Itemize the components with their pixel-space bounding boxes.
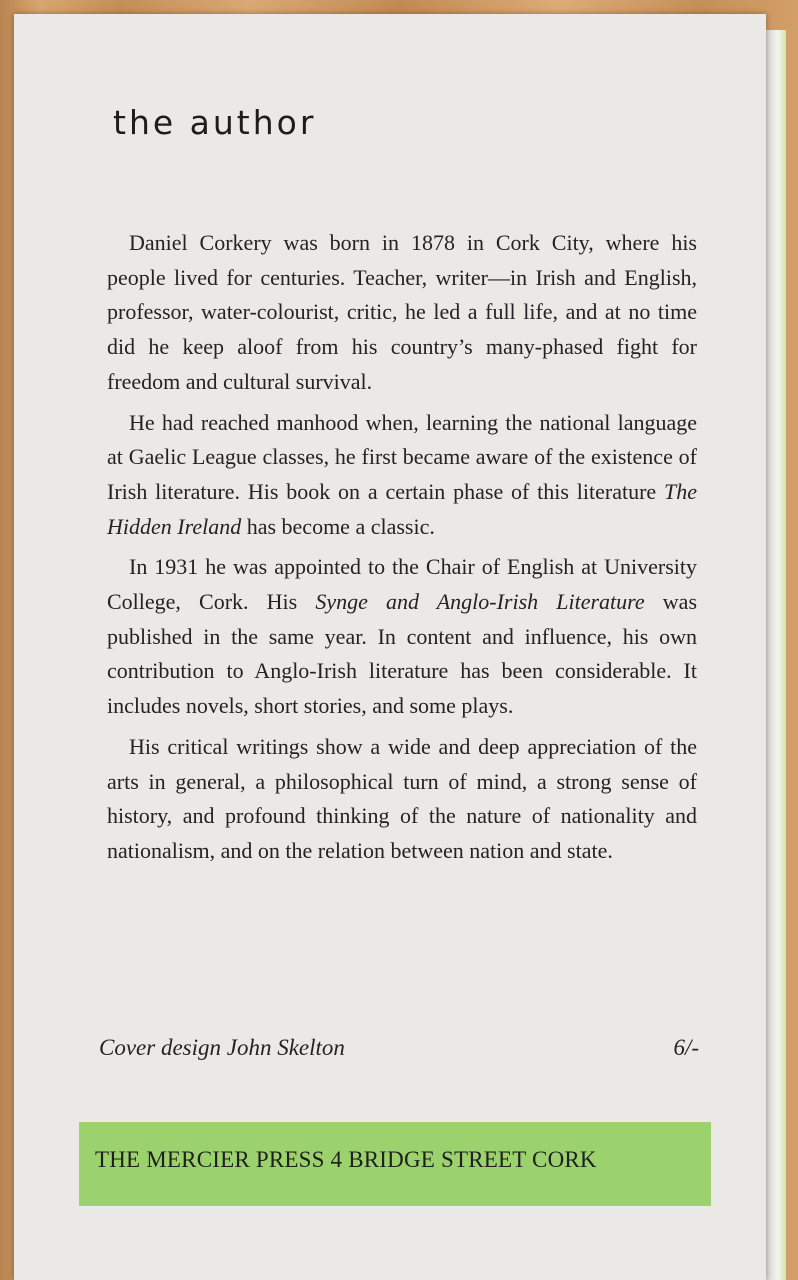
bio-paragraph-1: Daniel Corkery was born in 1878 in Cork City, where his people lived for centuries. Teacher, writer—in Irish and English, professor, water-colourist, critic, he led a full life, and at no time did he keep aloof from his country’s many-phased fight for freedom and cultural survival. bbox=[107, 230, 697, 394]
bio-text: In 1931 he was appointed to the Chair of English at University College, Cork. His bbox=[107, 554, 697, 615]
bio-paragraph-3 bbox=[107, 550, 697, 724]
publisher-banner bbox=[79, 1122, 711, 1206]
cover-credit-line bbox=[99, 1035, 699, 1061]
book-spine-edge bbox=[766, 30, 786, 1280]
bio-text: has become a classic. bbox=[241, 513, 435, 539]
author-biography bbox=[107, 226, 697, 875]
cover-design-credit: Cover design John Skelton bbox=[99, 1035, 345, 1060]
book-title: Synge and Anglo-Irish Literature bbox=[315, 589, 645, 615]
bio-text: He had reached manhood when, learning the national language at Gaelic League classes, he first became aware of the existence of Irish literature. His book on a certain phase of this literature bbox=[107, 409, 697, 504]
price-label: 6/- bbox=[673, 1035, 699, 1060]
bio-paragraph-4: His critical writings show a wide and deep appreciation of the arts in general, a philosophical turn of mind, a strong sense of history, and profound thinking of the nature of nationality and nationalism, and on the relation between nation and state. bbox=[107, 733, 697, 863]
bio-text: was published in the same year. In content and influence, his own contribution to Anglo-Irish literature has been considerable. It includes novels, short stories, and some plays. bbox=[107, 589, 697, 719]
section-heading: the author bbox=[113, 103, 317, 142]
publisher-address: THE MERCIER PRESS 4 BRIDGE STREET CORK bbox=[95, 1147, 597, 1172]
bio-paragraph-2 bbox=[107, 406, 697, 545]
book-title: The Hidden Ireland bbox=[107, 478, 697, 539]
